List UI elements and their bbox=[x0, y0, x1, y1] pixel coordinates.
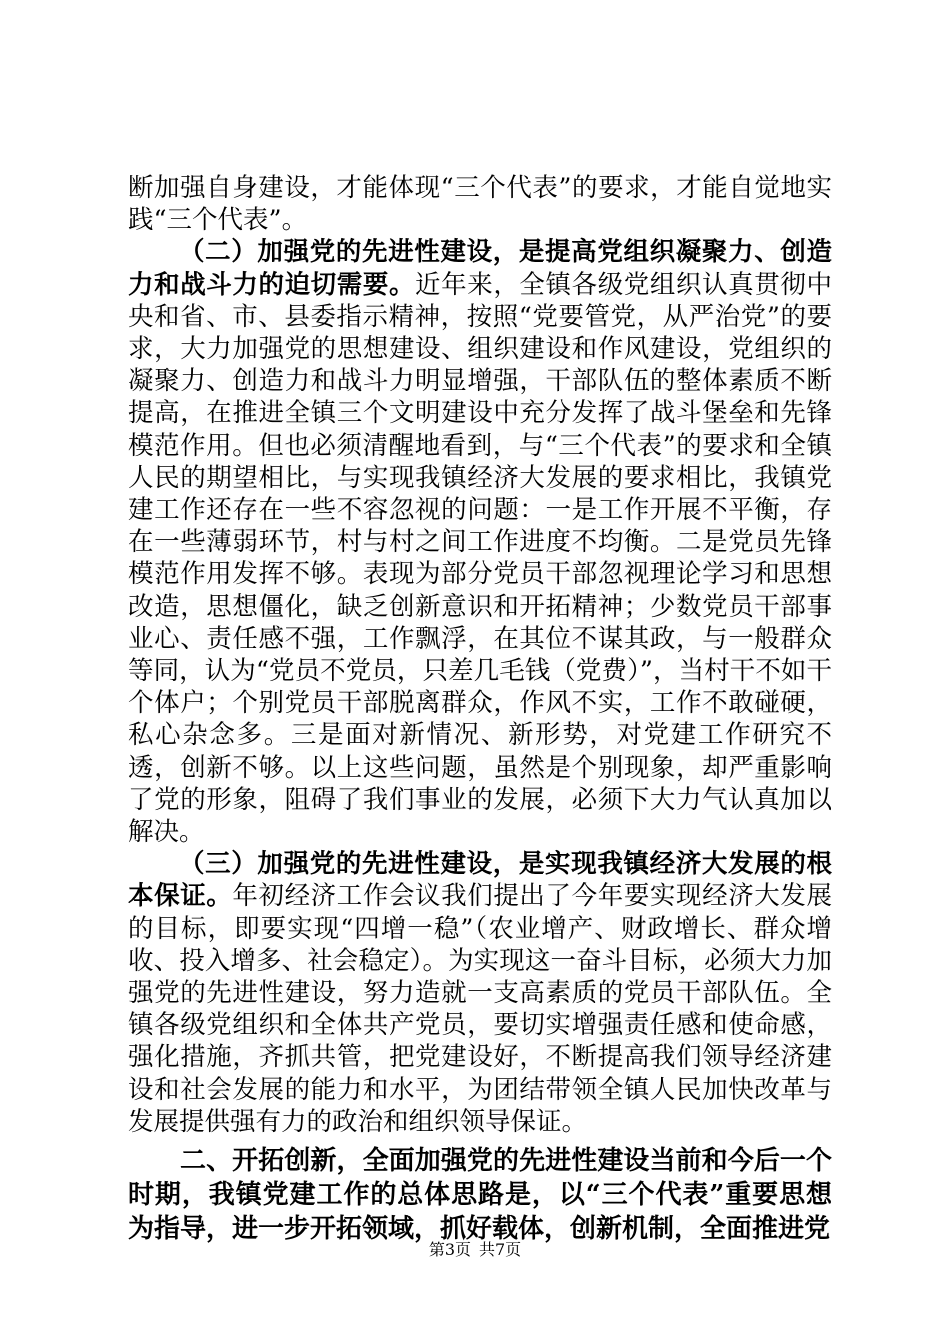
paragraph-text: 断加强自身建设，才能体现“三个代表”的要求，才能自觉地实践“三个代表”。 bbox=[128, 173, 832, 236]
paragraph-continuation bbox=[128, 172, 832, 236]
paragraph-text: 近年来，全镇各级党组织认真贯彻中央和省、市、县委指示精神，按照“党要管党，从严治党”的要求，大力加强党的思想建设、组织建设和作风建设，党组织的凝聚力、创造力和战斗力明显增强，干部队伍的整体素质不断提高，在推进全镇三个文明建设中充分发挥了战斗堡垒和先锋模范作用。但也必须清醒地看到，与“三个代表”的要求和全镇人民的期望相比，与实现我镇经济大发展的要求相比，我镇党建工作还存在一些不容忽视的问题：一是工作开展不平衡，存在一些薄弱环节，村与村之间工作进度不均衡。二是党员先锋模范作用发挥不够。表现为部分党员干部忽视理论学习和思想改造，思想僵化，缺乏创新意识和开拓精神；少数党员干部事业心、责任感不强，工作飘浮，在其位不谋其政，与一般群众等同，认为“党员不党员，只差几毛钱（党费）”，当村干不如干个体户；个别党员干部脱离群众，作风不实，工作不敢碰硬，私心杂念多。三是面对新情况、新形势，对党建工作研究不透，创新不够。以上这些问题，虽然是个别现象，却严重影响了党的形象，阻碍了我们事业的发展，必须下大力气认真加以解决。 bbox=[128, 269, 832, 848]
page-number: 第3页 bbox=[428, 1240, 471, 1259]
paragraph-section-3 bbox=[128, 848, 832, 1138]
paragraph-part-2 bbox=[128, 1144, 832, 1246]
document-body bbox=[128, 172, 832, 1246]
paragraph-section-2 bbox=[128, 236, 832, 848]
section-heading: （三）加强党的先进性建设，是实现我镇经济大发展的根本保证。 bbox=[128, 849, 832, 912]
part-heading-text: 二、开拓创新，全面加强党的先进性建设当前和今后一个时期，我镇党建工作的总体思路是，以“三个代表”重要思想为指导，进一步开拓领域，抓好载体，创新机制，全面推进党 bbox=[128, 1146, 832, 1245]
section-heading: （二）加强党的先进性建设，是提高党组织凝聚力、创造力和战斗力的迫切需要。 bbox=[128, 237, 832, 300]
page-total: 共7页 bbox=[479, 1240, 522, 1259]
paragraph-text: 年初经济工作会议我们提出了今年要实现经济大发展的目标，即要实现“四增一稳”（农业增产、财政增长、群众增收、投入增多、社会稳定）。为实现这一奋斗目标，必须大力加强党的先进性建设，努力造就一支高素质的党员干部队伍。全镇各级党组织和全体共产党员，要切实增强责任感和使命感，强化措施，齐抓共管，把党建设好，不断提高我们领导经济建设和社会发展的能力和水平，为团结带领全镇人民加快改革与发展提供强有力的政治和组织领导保证。 bbox=[128, 881, 832, 1137]
page-footer bbox=[0, 1240, 950, 1260]
